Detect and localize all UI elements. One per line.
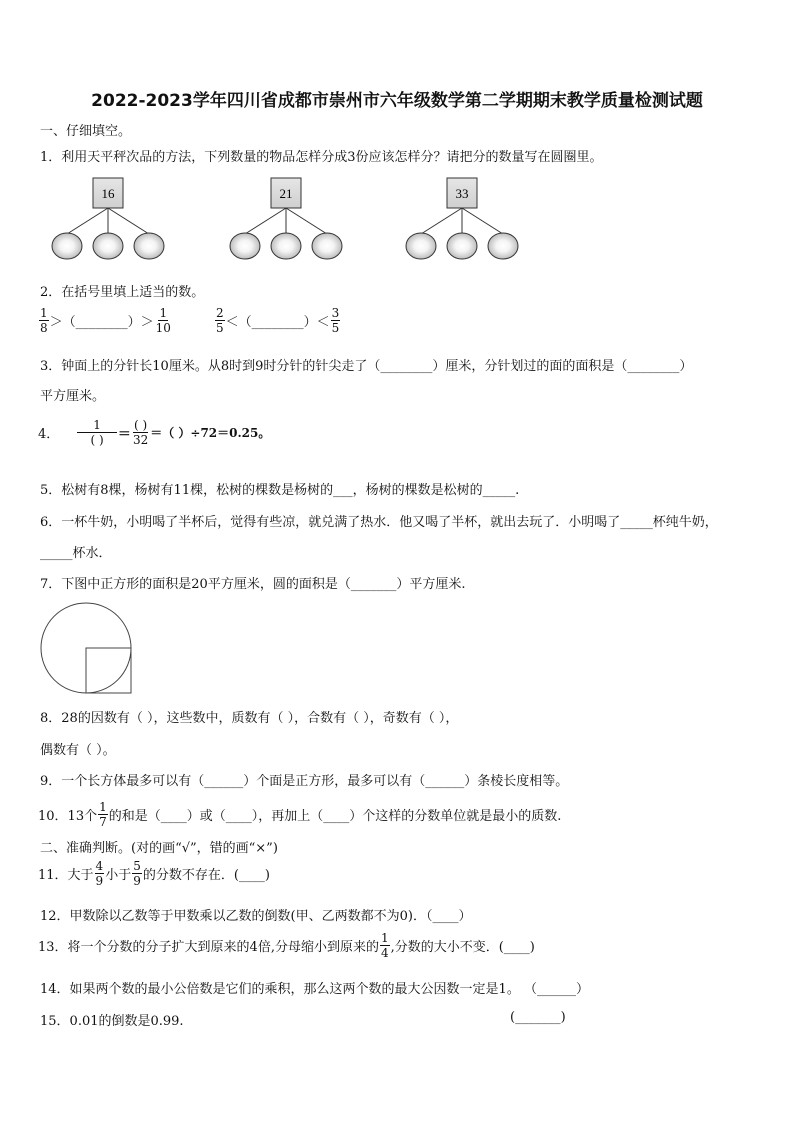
- question-text: 11．大于: [38, 868, 94, 883]
- question-8-line-2: 偶数有（ ）。: [40, 743, 116, 758]
- fraction: $\frac{1}{4}$: [380, 931, 389, 960]
- question-6-line-1: 6．一杯牛奶，小明喝了半杯后，觉得有些凉，就兑满了热水．他又喝了半杯，就出去玩了．小明喝了_____杯纯牛奶，: [40, 515, 718, 530]
- question-text: 13．将一个分数的分子扩大到原来的4倍,分母缩小到原来的: [38, 940, 379, 955]
- question-text: 小于: [105, 868, 132, 883]
- question-3-line-1: 3．钟面上的分针长10厘米。从8时到9时分针的针尖走了（________）厘米，分针划过的面的面积是（________）: [40, 359, 693, 374]
- question-text: 10．13个: [38, 809, 98, 824]
- question-1: 1．利用天平秤次品的方法，下列数量的物品怎样分成3份应该怎样分？请把分的数量写在圆圈里。: [40, 150, 603, 165]
- page-title: 2022-2023学年四川省成都市崇州市六年级数学第二学期期末教学质量检测试题: [91, 91, 703, 111]
- answer-circle: [93, 233, 123, 259]
- question-4: [38, 418, 270, 447]
- fraction: $\frac{1}{( )}$: [77, 418, 117, 447]
- fraction: $\frac{1}{10}$: [155, 306, 171, 335]
- question-6-line-2: _____杯水．: [40, 546, 112, 561]
- circle-square-figure: [40, 602, 136, 696]
- question-number: 4．: [38, 427, 60, 442]
- inequality-text: ＞（________）＞: [49, 315, 154, 330]
- division-tree-diagrams: [40, 172, 469, 264]
- question-14: 14．如果两个数的最小公倍数是它们的乘积，那么这两个数的最大公因数一定是1。 （______）: [40, 982, 589, 997]
- question-text: 的分数不存在．(____): [142, 868, 270, 883]
- answer-circle: [271, 233, 301, 259]
- question-2-inequality-b: [214, 306, 341, 335]
- question-10: [38, 800, 561, 829]
- question-8-line-1: 8．28的因数有（ ），这些数中，质数有（ ），合数有（ ），奇数有（ ），: [40, 711, 459, 726]
- section-heading-1: 一、仔细填空。: [40, 124, 132, 139]
- fraction: $\frac{4}{9}$: [95, 859, 104, 888]
- fraction: $\frac{1}{8}$: [40, 306, 48, 335]
- question-text: ,分数的大小不变．(____): [390, 940, 535, 955]
- answer-circle: [230, 233, 260, 259]
- question-text: 的和是（____）或（____），再加上（____）个这样的分数单位就是最小的质数.: [108, 809, 562, 824]
- tree-33: [406, 178, 518, 259]
- fraction: $\frac{3}{5}$: [331, 306, 340, 335]
- question-2: 2．在括号里填上适当的数。: [40, 285, 205, 300]
- tree-number: 16: [101, 186, 115, 201]
- question-2-inequality-a: [38, 306, 173, 335]
- question-7: 7．下图中正方形的面积是20平方厘米，圆的面积是（_______）平方厘米.: [40, 577, 466, 592]
- equals-sign: ＝: [117, 427, 131, 442]
- answer-circle: [134, 233, 164, 259]
- tree-number: 21: [279, 186, 293, 201]
- question-13: [38, 931, 535, 960]
- question-3-line-2: 平方厘米。: [40, 389, 106, 404]
- question-15: 15．0.01的倒数是0.99.: [40, 1014, 184, 1029]
- tree-16: [52, 178, 164, 259]
- inequality-text: ＜（________）＜: [225, 315, 330, 330]
- answer-circle: [52, 233, 82, 259]
- answer-circle: [447, 233, 477, 259]
- question-5: 5．松树有8棵，杨树有11棵，松树的棵数是杨树的___，杨树的棵数是松树的_____.: [40, 483, 520, 498]
- fraction: $\frac{5}{9}$: [133, 859, 141, 888]
- question-9: 9．一个长方体最多可以有（______）个面是正方形，最多可以有（______）条棱长度相等。: [40, 774, 569, 789]
- section-heading-2: 二、准确判断。(对的画“√”，错的画“×”): [40, 841, 278, 856]
- tree-number: 33: [455, 186, 469, 201]
- fraction: $\frac{2}{5}$: [216, 306, 224, 335]
- answer-circle: [312, 233, 342, 259]
- answer-circle: [488, 233, 518, 259]
- fraction: $\frac{( )}{32}$: [132, 418, 149, 447]
- question-12: 12．甲数除以乙数等于甲数乘以乙数的倒数(甲、乙两数都不为0)．（____）: [40, 909, 472, 924]
- answer-circle: [406, 233, 436, 259]
- equation-tail: ＝（ ）÷72＝0.25。: [150, 426, 271, 440]
- question-11: [38, 859, 270, 888]
- question-15-answer-blank: (_______): [510, 1010, 566, 1025]
- fraction: $\frac{1}{7}$: [99, 800, 107, 829]
- tree-21: [230, 178, 342, 259]
